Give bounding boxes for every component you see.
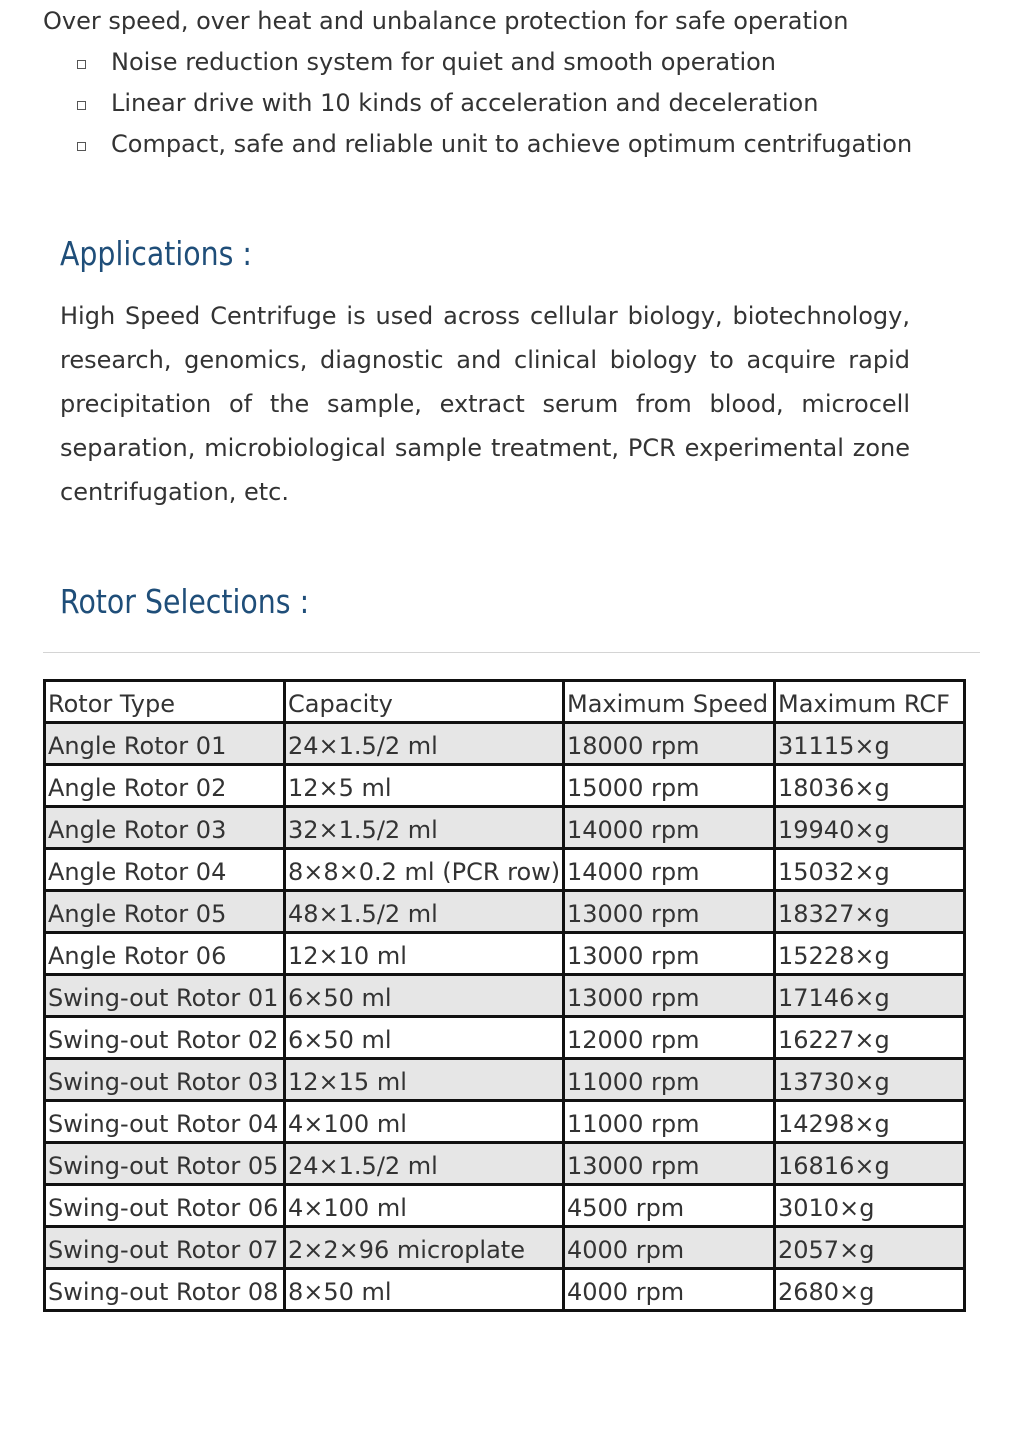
table-row xyxy=(45,1059,965,1101)
applications-body: High Speed Centrifuge is used across cellular biology, biotechnology, research, genomics, diagnostic and clinical biology to acquire rapid precipitation of the sample, extract serum from blood, microcell separation, microbiological sample treatment, PCR experimental zone centrifugation, etc. xyxy=(60,302,910,506)
cell-maximum-speed: 4500 rpm xyxy=(564,1185,775,1227)
table-row xyxy=(45,1101,965,1143)
cell-rotor-type: Swing-out Rotor 03 xyxy=(45,1059,285,1101)
cell-maximum-rcf: 19940×g xyxy=(775,807,965,849)
feature-text: Linear drive with 10 kinds of acceleration and deceleration xyxy=(111,89,819,117)
cell-capacity: 6×50 ml xyxy=(285,1017,564,1059)
cell-capacity: 24×1.5/2 ml xyxy=(285,1143,564,1185)
column-header-maximum-rcf: Maximum RCF xyxy=(775,681,965,723)
column-header-capacity: Capacity xyxy=(285,681,564,723)
cell-maximum-speed: 11000 rpm xyxy=(564,1101,775,1143)
cell-maximum-rcf: 2680×g xyxy=(775,1269,965,1311)
cell-capacity: 8×8×0.2 ml (PCR row) xyxy=(285,849,564,891)
cell-rotor-type: Angle Rotor 02 xyxy=(45,765,285,807)
cell-rotor-type: Angle Rotor 06 xyxy=(45,933,285,975)
cell-maximum-rcf: 14298×g xyxy=(775,1101,965,1143)
table-row xyxy=(45,807,965,849)
cell-rotor-type: Swing-out Rotor 01 xyxy=(45,975,285,1017)
cell-maximum-rcf: 15228×g xyxy=(775,933,965,975)
table-row xyxy=(45,723,965,765)
cell-rotor-type: Swing-out Rotor 04 xyxy=(45,1101,285,1143)
cell-capacity: 6×50 ml xyxy=(285,975,564,1017)
cell-capacity: 8×50 ml xyxy=(285,1269,564,1311)
cell-maximum-speed: 13000 rpm xyxy=(564,1143,775,1185)
column-header-maximum-speed: Maximum Speed xyxy=(564,681,775,723)
cell-capacity: 2×2×96 microplate xyxy=(285,1227,564,1269)
cell-capacity: 4×100 ml xyxy=(285,1101,564,1143)
cell-capacity: 24×1.5/2 ml xyxy=(285,723,564,765)
cell-rotor-type: Swing-out Rotor 08 xyxy=(45,1269,285,1311)
cell-maximum-rcf: 3010×g xyxy=(775,1185,965,1227)
column-header-rotor-type: Rotor Type xyxy=(45,681,285,723)
cell-maximum-speed: 11000 rpm xyxy=(564,1059,775,1101)
cell-maximum-rcf: 18327×g xyxy=(775,891,965,933)
intro-line: Over speed, over heat and unbalance protection for safe operation xyxy=(43,7,849,35)
cell-maximum-rcf: 16816×g xyxy=(775,1143,965,1185)
cell-capacity: 12×15 ml xyxy=(285,1059,564,1101)
table-header-row xyxy=(45,681,965,723)
cell-maximum-rcf: 31115×g xyxy=(775,723,965,765)
cell-maximum-speed: 13000 rpm xyxy=(564,891,775,933)
cell-maximum-rcf: 13730×g xyxy=(775,1059,965,1101)
square-bullet-icon xyxy=(77,60,86,69)
cell-maximum-rcf: 17146×g xyxy=(775,975,965,1017)
square-bullet-icon xyxy=(77,101,86,110)
square-bullet-icon xyxy=(77,142,86,151)
table-row xyxy=(45,1185,965,1227)
rotor-table xyxy=(43,679,966,1312)
feature-text: Compact, safe and reliable unit to achieve optimum centrifugation xyxy=(111,130,913,158)
cell-rotor-type: Angle Rotor 01 xyxy=(45,723,285,765)
cell-rotor-type: Swing-out Rotor 05 xyxy=(45,1143,285,1185)
cell-rotor-type: Angle Rotor 05 xyxy=(45,891,285,933)
table-row xyxy=(45,1143,965,1185)
cell-rotor-type: Swing-out Rotor 07 xyxy=(45,1227,285,1269)
cell-rotor-type: Angle Rotor 04 xyxy=(45,849,285,891)
table-row xyxy=(45,1017,965,1059)
cell-maximum-speed: 4000 rpm xyxy=(564,1269,775,1311)
cell-maximum-speed: 18000 rpm xyxy=(564,723,775,765)
cell-maximum-rcf: 18036×g xyxy=(775,765,965,807)
cell-rotor-type: Swing-out Rotor 02 xyxy=(45,1017,285,1059)
cell-maximum-speed: 12000 rpm xyxy=(564,1017,775,1059)
cell-capacity: 12×10 ml xyxy=(285,933,564,975)
cell-capacity: 12×5 ml xyxy=(285,765,564,807)
cell-maximum-speed: 15000 rpm xyxy=(564,765,775,807)
table-row xyxy=(45,975,965,1017)
cell-maximum-rcf: 2057×g xyxy=(775,1227,965,1269)
cell-capacity: 4×100 ml xyxy=(285,1185,564,1227)
cell-capacity: 48×1.5/2 ml xyxy=(285,891,564,933)
section-divider xyxy=(43,652,980,653)
table-row xyxy=(45,849,965,891)
cell-maximum-rcf: 15032×g xyxy=(775,849,965,891)
cell-maximum-speed: 13000 rpm xyxy=(564,933,775,975)
applications-heading: Applications : xyxy=(60,234,252,273)
feature-text: Noise reduction system for quiet and smooth operation xyxy=(111,48,777,76)
cell-maximum-rcf: 16227×g xyxy=(775,1017,965,1059)
cell-maximum-speed: 14000 rpm xyxy=(564,807,775,849)
cell-rotor-type: Swing-out Rotor 06 xyxy=(45,1185,285,1227)
table-row xyxy=(45,765,965,807)
cell-maximum-speed: 13000 rpm xyxy=(564,975,775,1017)
cell-maximum-speed: 4000 rpm xyxy=(564,1227,775,1269)
cell-capacity: 32×1.5/2 ml xyxy=(285,807,564,849)
cell-maximum-speed: 14000 rpm xyxy=(564,849,775,891)
table-row xyxy=(45,933,965,975)
table-row xyxy=(45,1227,965,1269)
rotor-table-body xyxy=(45,723,965,1311)
cell-rotor-type: Angle Rotor 03 xyxy=(45,807,285,849)
table-row xyxy=(45,1269,965,1311)
table-row xyxy=(45,891,965,933)
rotor-selections-heading: Rotor Selections : xyxy=(60,582,310,621)
